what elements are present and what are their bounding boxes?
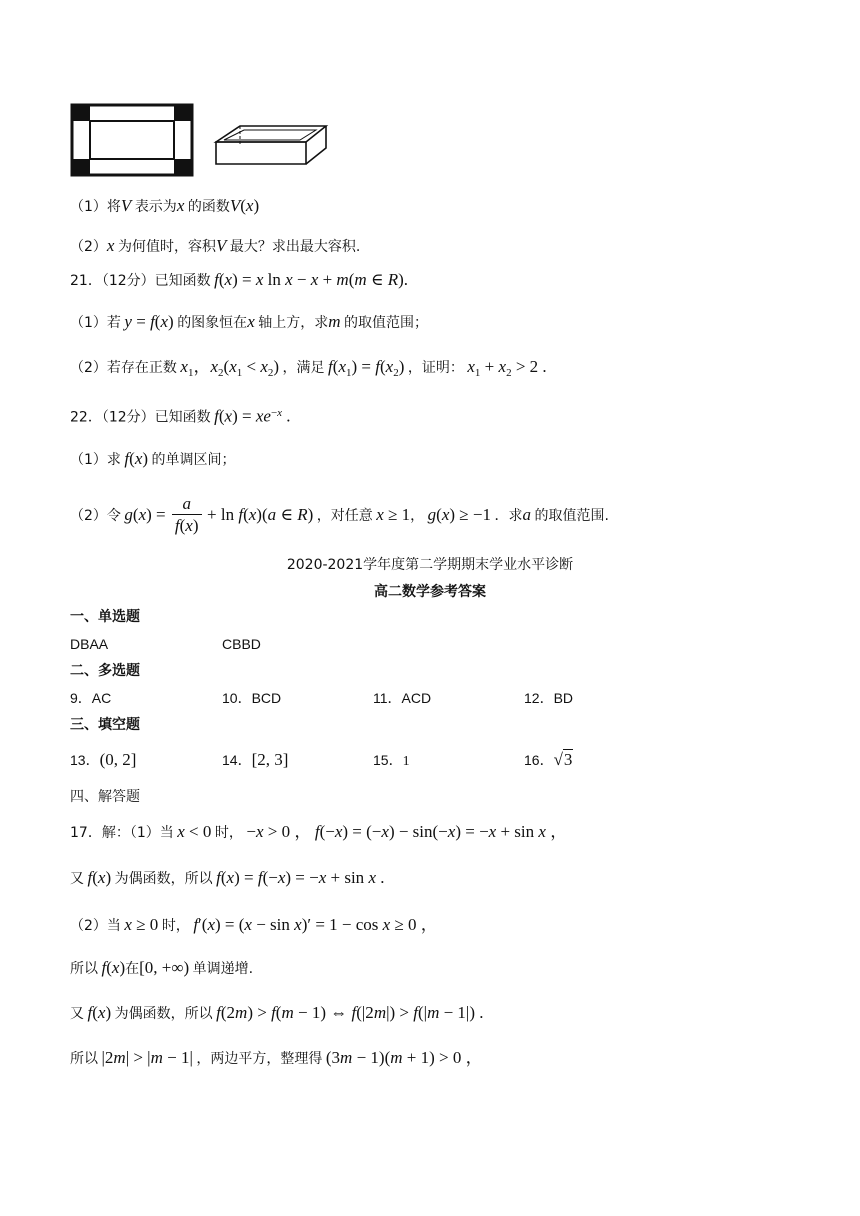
answers-title: 高二数学参考答案 (374, 584, 486, 600)
solution17-line1: 17．解：（1）当 x < 0 时， −x > 0 ， f(−x) = (−x) − sin(−x) = −x + sin x ， (70, 822, 568, 841)
solution17-line6: 所以 |2m| > |m − 1| ，两边平方，整理得 (3m − 1)(m + 1) > 0 ， (70, 1048, 483, 1067)
section-multi-choice: 二、多选题 (70, 663, 140, 679)
section-fill-in: 三、填空题 (70, 717, 140, 733)
multi-choice-10: 10．BCD (222, 690, 282, 706)
multi-choice-9: 9．AC (70, 690, 112, 706)
open-box-figure (212, 122, 334, 168)
problem21-part2: （2）若存在正数 $x_1$，$x_2(x_1 < x_2)$ ，满足 $f(x_1) = f(x_2)$ ，证明： $x_1 + x_2 > 2$ . (70, 357, 547, 379)
fill-15: 15．1 (373, 752, 410, 769)
problem21-part1: （1）若 y = f(x) 的图象恒在x 轴上方，求m 的取值范围； (70, 312, 429, 331)
solution17-line3: （2）当 x ≥ 0 时， f′(x) = (x − sin x)′ = 1 − cos x ≥ 0 ， (70, 915, 438, 934)
solution17-line5: 又 f(x) 为偶函数，所以 f(2m) > f(m − 1) ⇔ f(|2m|) > f(|m − 1|) . (70, 1003, 484, 1022)
problem22-part1: （1）求 f(x) 的单调区间； (70, 449, 236, 468)
section-single-choice: 一、单选题 (70, 609, 140, 625)
problem22-part2: （2）令 g(x) = $\frac{a}{f(x)}$ + ln f(x)(a ∈ R) ，对任意 x ≥ 1， g(x) ≥ −1 ．求a 的取值范围. (70, 494, 609, 536)
problem20-part2: （2）x 为何值时，容积V 最大？求出最大容积. (70, 236, 361, 255)
fill-14: 14．[2, 3] (222, 750, 289, 769)
problem22-stem: 22．（12分）已知函数 $f(x) = xe^{-x}$ . (70, 406, 291, 426)
section-solutions: 四、解答题 (70, 789, 140, 805)
fill-13: 13．(0, 2] (70, 750, 137, 769)
single-choice-1-4: DBAA (70, 636, 109, 652)
multi-choice-12: 12．BD (524, 690, 574, 706)
multi-choice-11: 11．ACD (373, 690, 432, 706)
problem20-part1: （1）将V 表示为x 的函数V(x) (70, 196, 260, 215)
answers-subtitle: 2020-2021学年度第二学期期末学业水平诊断 (286, 557, 574, 573)
solution17-line4: 所以 f(x)在[0, +∞) 单调递增. (70, 958, 254, 977)
fill-16: 16．√3 (524, 750, 573, 769)
box-net-figure (70, 103, 196, 177)
problem21-stem: 21．（12分）已知函数 f(x) = x ln x − x + m(m ∈ R). (70, 270, 409, 289)
single-choice-5-8: CBBD (222, 636, 261, 652)
solution17-line2: 又 f(x) 为偶函数，所以 f(x) = f(−x) = −x + sin x . (70, 868, 385, 887)
